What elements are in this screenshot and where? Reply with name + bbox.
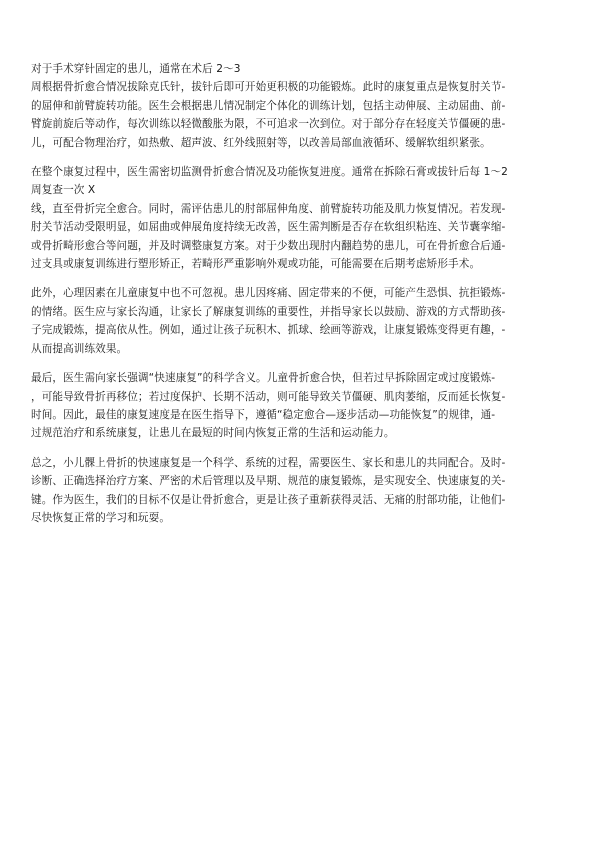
document-body [31, 60, 568, 538]
text-line: 周复查一次 X [31, 184, 96, 197]
text-line: 时间。因此，最佳的康复速度是在医生指导下，遵循“稳定愈合—逐步活动—功能恢复”的规律，通- [31, 408, 496, 421]
text-line: 线，直至骨折完全愈合。同时，需评估患儿的肘部屈伸角度、前臂旋转功能及肌力恢复情况。若发现- [31, 202, 506, 215]
text-line: 臂旋前旋后等动作，每次训练以轻微酸胀为限，不可追求一次到位。对于部分存在轻度关节僵硬的患- [31, 118, 506, 131]
text-line: 或骨折畸形愈合等问题，并及时调整康复方案。对于少数出现肘内翻趋势的患儿，可在骨折愈合后通- [31, 239, 506, 252]
paragraph-psychology [31, 284, 568, 358]
text-line: 周根据骨折愈合情况拔除克氏针，拔针后即可开始更积极的功能锻炼。此时的康复重点是恢复肘关节- [31, 81, 506, 94]
text-line: 儿，可配合物理治疗，如热敷、超声波、红外线照射等，以改善局部血液循环、缓解软组织紧张。 [31, 136, 491, 149]
text-line: 尽快恢复正常的学习和玩耍。 [31, 511, 171, 524]
paragraph-conclusion [31, 454, 568, 528]
text-line: 肘关节活动受限明显，如屈曲或伸展角度持续无改善，医生需判断是否存在软组织粘连、关节囊挛缩- [31, 221, 506, 234]
text-line: 最后，医生需向家长强调“快速康复”的科学含义。儿童骨折愈合快，但若过早拆除固定或过度锻炼- [31, 372, 496, 385]
text-line: 此外，心理因素在儿童康复中也不可忽视。患儿因疼痛、固定带来的不便，可能产生恐惧、抗拒锻炼- [31, 287, 506, 300]
text-line: 子完成锻炼，提高依从性。例如，通过让孩子玩积木、抓球、绘画等游戏，让康复锻炼变得更有趣，- [31, 324, 506, 337]
text-line: 诊断、正确选择治疗方案、严密的术后管理以及早期、规范的康复锻炼，是实现安全、快速康复的关- [31, 475, 506, 488]
text-line: 在整个康复过程中，医生需密切监测骨折愈合情况及功能恢复进度。通常在拆除石膏或拔针后每 1～2 [31, 166, 508, 179]
text-line: 的屈伸和前臂旋转功能。医生会根据患儿情况制定个体化的训练计划，包括主动伸展、主动屈曲、前- [31, 99, 506, 112]
text-line: ，可能导致骨折再移位；若过度保护、长期不活动，则可能导致关节僵硬、肌肉萎缩，反而延长恢复- [31, 390, 506, 403]
text-line: 键。作为医生，我们的目标不仅是让骨折愈合，更是让孩子重新获得灵活、无痛的肘部功能，让他们- [31, 493, 506, 506]
paragraph-rapid-recovery [31, 369, 568, 443]
text-line: 过规范治疗和系统康复，让患儿在最短的时间内恢复正常的生活和运动能力。 [31, 427, 395, 440]
text-line: 对于手术穿针固定的患儿，通常在术后 2～3 [31, 63, 241, 75]
text-line: 的情绪。医生应与家长沟通，让家长了解康复训练的重要性，并指导家长以鼓励、游戏的方式帮助孩- [31, 305, 506, 318]
paragraph-monitoring [31, 163, 568, 273]
paragraph-postop-pin-removal [31, 60, 568, 152]
text-line: 从而提高训练效果。 [31, 342, 128, 355]
text-line: 过支具或康复训练进行塑形矫正，若畸形严重影响外观或功能，可能需要在后期考虑矫形手术。 [31, 258, 481, 271]
text-line: 总之，小儿髁上骨折的快速康复是一个科学、系统的过程，需要医生、家长和患儿的共同配合。及时- [31, 456, 506, 469]
